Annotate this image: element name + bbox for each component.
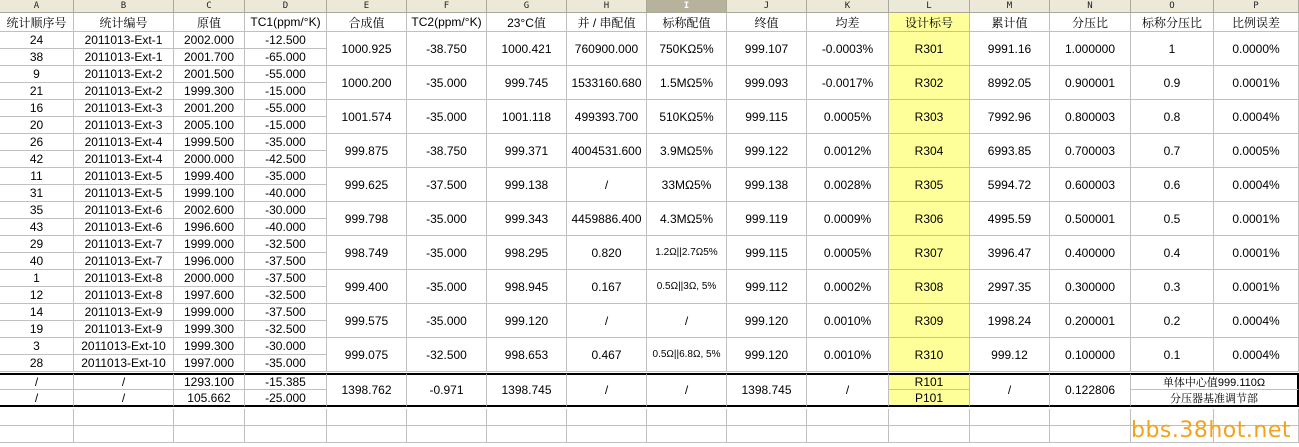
table-cell[interactable]: 2001.700	[174, 49, 245, 66]
table-cell[interactable]: 0.5Ω||6.8Ω, 5%	[647, 338, 727, 372]
table-cell[interactable]: 2001.500	[174, 66, 245, 83]
table-cell[interactable]: 2000.000	[174, 270, 245, 287]
table-cell[interactable]: 19	[0, 321, 74, 338]
table-cell[interactable]: 0.300000	[1050, 270, 1131, 304]
table-cell[interactable]: /	[74, 390, 174, 407]
table-cell[interactable]: 999.400	[327, 270, 407, 304]
empty-cell[interactable]	[407, 409, 487, 426]
table-cell[interactable]: 0.800003	[1050, 100, 1131, 134]
table-cell[interactable]: 24	[0, 32, 74, 49]
table-cell[interactable]: 2011013-Ext-10	[74, 355, 174, 372]
table-cell[interactable]: 999.138	[727, 168, 807, 202]
table-cell[interactable]: 1999.400	[174, 168, 245, 185]
table-cell[interactable]: 1997.000	[174, 355, 245, 372]
table-cell[interactable]: 0.0012%	[807, 134, 889, 168]
table-cell[interactable]: 999.745	[487, 66, 567, 100]
table-cell[interactable]: 999.119	[727, 202, 807, 236]
table-cell[interactable]: 0.500001	[1050, 202, 1131, 236]
table-cell[interactable]: -32.500	[245, 236, 327, 253]
table-cell[interactable]: 1000.421	[487, 32, 567, 66]
table-cell[interactable]: 1.5MΩ5%	[647, 66, 727, 100]
table-cell[interactable]: 1	[0, 270, 74, 287]
table-cell[interactable]: 0.0009%	[807, 202, 889, 236]
table-cell[interactable]: -40.000	[245, 219, 327, 236]
table-cell[interactable]: 510KΩ5%	[647, 100, 727, 134]
empty-cell[interactable]	[807, 409, 889, 426]
table-cell[interactable]: /	[74, 373, 174, 390]
header-cell[interactable]: TC1(ppm/°K)	[245, 13, 327, 32]
table-cell[interactable]: 0.5Ω||3Ω, 5%	[647, 270, 727, 304]
table-cell[interactable]: R305	[889, 168, 970, 202]
empty-cell[interactable]	[174, 426, 245, 443]
table-cell[interactable]: 2011013-Ext-4	[74, 151, 174, 168]
table-cell[interactable]: -35.000	[245, 134, 327, 151]
table-cell[interactable]: -32.500	[407, 338, 487, 372]
empty-cell[interactable]	[1050, 426, 1131, 443]
table-cell[interactable]: 999.625	[327, 168, 407, 202]
empty-cell[interactable]	[0, 409, 74, 426]
header-cell[interactable]: 23°C值	[487, 13, 567, 32]
table-cell[interactable]: 3996.47	[970, 236, 1050, 270]
table-cell[interactable]: R309	[889, 304, 970, 338]
table-cell[interactable]: 2011013-Ext-1	[74, 32, 174, 49]
table-cell[interactable]: 1998.24	[970, 304, 1050, 338]
table-cell[interactable]: 0.7	[1131, 134, 1214, 168]
table-cell[interactable]: 2011013-Ext-3	[74, 100, 174, 117]
table-cell[interactable]: 998.653	[487, 338, 567, 372]
table-cell[interactable]: /	[567, 373, 647, 407]
column-header-g[interactable]: G	[487, 0, 567, 13]
table-cell[interactable]: 42	[0, 151, 74, 168]
table-cell[interactable]: 1293.100	[174, 373, 245, 390]
table-cell[interactable]: 2011013-Ext-9	[74, 304, 174, 321]
table-cell[interactable]: 0.200001	[1050, 304, 1131, 338]
table-cell[interactable]: 760900.000	[567, 32, 647, 66]
table-cell[interactable]: 999.122	[727, 134, 807, 168]
table-cell[interactable]: 0.0005%	[807, 100, 889, 134]
column-header-m[interactable]: M	[970, 0, 1050, 13]
table-cell[interactable]: 2002.000	[174, 32, 245, 49]
table-cell[interactable]: 2011013-Ext-3	[74, 117, 174, 134]
table-cell[interactable]: 0.8	[1131, 100, 1214, 134]
table-cell[interactable]: R306	[889, 202, 970, 236]
column-header-j[interactable]: J	[727, 0, 807, 13]
table-cell[interactable]: 2011013-Ext-4	[74, 134, 174, 151]
table-cell[interactable]: /	[567, 168, 647, 202]
table-cell[interactable]: 1001.574	[327, 100, 407, 134]
table-cell[interactable]: 6993.85	[970, 134, 1050, 168]
table-cell[interactable]: R303	[889, 100, 970, 134]
table-cell[interactable]: 2011013-Ext-1	[74, 49, 174, 66]
table-cell[interactable]: 105.662	[174, 390, 245, 407]
table-cell[interactable]: 5994.72	[970, 168, 1050, 202]
table-cell[interactable]: 0.0004%	[1214, 168, 1299, 202]
table-cell[interactable]: 999.093	[727, 66, 807, 100]
table-cell[interactable]: 2011013-Ext-8	[74, 270, 174, 287]
table-cell[interactable]: 1398.762	[327, 373, 407, 407]
table-cell[interactable]: -30.000	[245, 202, 327, 219]
table-cell[interactable]: -0.0017%	[807, 66, 889, 100]
column-header-i[interactable]: I	[647, 0, 727, 13]
table-cell[interactable]: 1999.100	[174, 185, 245, 202]
table-cell[interactable]: 14	[0, 304, 74, 321]
table-cell[interactable]: 0.0001%	[1214, 236, 1299, 270]
table-cell[interactable]: 0.0028%	[807, 168, 889, 202]
table-cell[interactable]: R310	[889, 338, 970, 372]
header-cell[interactable]: 合成值	[327, 13, 407, 32]
column-header-l[interactable]: L	[889, 0, 970, 13]
table-cell[interactable]: P101	[889, 390, 970, 407]
table-cell[interactable]: -35.000	[407, 270, 487, 304]
table-cell[interactable]: 999.343	[487, 202, 567, 236]
table-cell[interactable]: 998.945	[487, 270, 567, 304]
header-cell[interactable]: 均差	[807, 13, 889, 32]
table-cell[interactable]: 2002.600	[174, 202, 245, 219]
column-header-b[interactable]: B	[74, 0, 174, 13]
column-header-f[interactable]: F	[407, 0, 487, 13]
empty-cell[interactable]	[327, 409, 407, 426]
empty-cell[interactable]	[74, 409, 174, 426]
table-cell[interactable]: 0.0004%	[1214, 100, 1299, 134]
column-header-h[interactable]: H	[567, 0, 647, 13]
table-cell[interactable]: 999.798	[327, 202, 407, 236]
table-cell[interactable]: 999.115	[727, 236, 807, 270]
empty-cell[interactable]	[1050, 409, 1131, 426]
table-cell[interactable]: 2011013-Ext-8	[74, 287, 174, 304]
column-header-e[interactable]: E	[327, 0, 407, 13]
table-cell[interactable]: 1533160.680	[567, 66, 647, 100]
header-cell[interactable]: 终值	[727, 13, 807, 32]
table-cell[interactable]: -38.750	[407, 32, 487, 66]
table-cell[interactable]: 0.100000	[1050, 338, 1131, 372]
table-cell[interactable]: 29	[0, 236, 74, 253]
table-cell[interactable]: 2011013-Ext-2	[74, 66, 174, 83]
table-cell[interactable]: 1996.000	[174, 253, 245, 270]
table-cell[interactable]: 999.075	[327, 338, 407, 372]
header-cell[interactable]: 标称配值	[647, 13, 727, 32]
table-cell[interactable]: 31	[0, 185, 74, 202]
header-cell[interactable]: 设计标号	[889, 13, 970, 32]
table-cell[interactable]: 4459886.400	[567, 202, 647, 236]
empty-cell[interactable]	[647, 409, 727, 426]
table-cell[interactable]: 1999.000	[174, 304, 245, 321]
empty-cell[interactable]	[970, 409, 1050, 426]
empty-cell[interactable]	[327, 426, 407, 443]
table-cell[interactable]: 2011013-Ext-5	[74, 168, 174, 185]
table-cell[interactable]: 0.0004%	[1214, 338, 1299, 372]
table-cell[interactable]: 2011013-Ext-6	[74, 202, 174, 219]
table-cell[interactable]: 2001.200	[174, 100, 245, 117]
empty-cell[interactable]	[727, 426, 807, 443]
table-cell[interactable]: 20	[0, 117, 74, 134]
table-cell[interactable]: -0.0003%	[807, 32, 889, 66]
table-cell[interactable]: -35.000	[245, 355, 327, 372]
table-cell[interactable]: 2005.100	[174, 117, 245, 134]
table-cell[interactable]: 9	[0, 66, 74, 83]
table-cell[interactable]: 2011013-Ext-5	[74, 185, 174, 202]
table-cell[interactable]: -15.000	[245, 117, 327, 134]
table-cell[interactable]: 0.0001%	[1214, 66, 1299, 100]
empty-cell[interactable]	[889, 426, 970, 443]
table-cell[interactable]: R308	[889, 270, 970, 304]
empty-cell[interactable]	[487, 409, 567, 426]
table-cell[interactable]: 16	[0, 100, 74, 117]
table-cell[interactable]: -37.500	[245, 270, 327, 287]
table-cell[interactable]: 2011013-Ext-7	[74, 253, 174, 270]
table-cell[interactable]: -35.000	[407, 304, 487, 338]
table-cell[interactable]: 0.900001	[1050, 66, 1131, 100]
table-cell[interactable]: 1398.745	[727, 373, 807, 407]
table-cell[interactable]: 0.820	[567, 236, 647, 270]
table-cell[interactable]: -35.000	[407, 202, 487, 236]
table-cell[interactable]: 1	[1131, 32, 1214, 66]
table-cell[interactable]: -35.000	[245, 168, 327, 185]
table-cell[interactable]: 2997.35	[970, 270, 1050, 304]
table-cell[interactable]: 35	[0, 202, 74, 219]
table-cell[interactable]: 0.167	[567, 270, 647, 304]
table-cell[interactable]: 0.0005%	[1214, 134, 1299, 168]
header-cell[interactable]: 原值	[174, 13, 245, 32]
table-cell[interactable]: -15.000	[245, 83, 327, 100]
table-cell[interactable]: 999.115	[727, 100, 807, 134]
table-cell[interactable]: -12.500	[245, 32, 327, 49]
column-header-k[interactable]: K	[807, 0, 889, 13]
empty-cell[interactable]	[407, 426, 487, 443]
empty-cell[interactable]	[647, 426, 727, 443]
table-cell[interactable]: 9991.16	[970, 32, 1050, 66]
table-cell[interactable]: 4004531.600	[567, 134, 647, 168]
table-cell[interactable]: R307	[889, 236, 970, 270]
table-cell[interactable]: 1001.118	[487, 100, 567, 134]
table-cell[interactable]: 1000.925	[327, 32, 407, 66]
table-cell[interactable]: R301	[889, 32, 970, 66]
table-cell[interactable]: 999.875	[327, 134, 407, 168]
table-cell[interactable]: 1999.000	[174, 236, 245, 253]
table-cell[interactable]: 1.000000	[1050, 32, 1131, 66]
empty-cell[interactable]	[727, 409, 807, 426]
table-cell[interactable]: 1000.200	[327, 66, 407, 100]
table-cell[interactable]: -37.500	[407, 168, 487, 202]
table-cell[interactable]: 2011013-Ext-7	[74, 236, 174, 253]
empty-cell[interactable]	[487, 426, 567, 443]
table-cell[interactable]: 1999.300	[174, 321, 245, 338]
table-cell[interactable]: -35.000	[407, 236, 487, 270]
column-header-d[interactable]: D	[245, 0, 327, 13]
table-cell[interactable]: -40.000	[245, 185, 327, 202]
table-cell[interactable]: 2011013-Ext-6	[74, 219, 174, 236]
empty-cell[interactable]	[245, 409, 327, 426]
table-cell[interactable]: 0.467	[567, 338, 647, 372]
header-cell[interactable]: 分压比	[1050, 13, 1131, 32]
empty-cell[interactable]	[74, 426, 174, 443]
table-cell[interactable]: -55.000	[245, 66, 327, 83]
empty-cell[interactable]	[245, 426, 327, 443]
table-cell[interactable]: -0.971	[407, 373, 487, 407]
table-cell[interactable]: 2000.000	[174, 151, 245, 168]
table-cell[interactable]: 998.749	[327, 236, 407, 270]
table-cell[interactable]: 999.12	[970, 338, 1050, 372]
table-cell[interactable]: -32.500	[245, 321, 327, 338]
table-cell[interactable]: 4995.59	[970, 202, 1050, 236]
table-cell[interactable]: 12	[0, 287, 74, 304]
table-cell[interactable]: /	[807, 373, 889, 407]
header-cell[interactable]: 统计编号	[74, 13, 174, 32]
table-cell[interactable]: 4.3MΩ5%	[647, 202, 727, 236]
column-header-p[interactable]: P	[1214, 0, 1299, 13]
table-cell[interactable]: 0.5	[1131, 202, 1214, 236]
table-cell[interactable]: -30.000	[245, 338, 327, 355]
table-cell[interactable]: /	[647, 373, 727, 407]
table-cell[interactable]: -37.500	[245, 304, 327, 321]
table-cell[interactable]: 40	[0, 253, 74, 270]
table-cell[interactable]: /	[970, 373, 1050, 407]
table-cell[interactable]: -15.385	[245, 373, 327, 390]
table-cell[interactable]: 0.0001%	[1214, 270, 1299, 304]
table-cell[interactable]: -35.000	[407, 100, 487, 134]
table-cell[interactable]: 0.0010%	[807, 338, 889, 372]
table-cell[interactable]: 33MΩ5%	[647, 168, 727, 202]
note-center-value[interactable]: 单体中心值999.110Ω	[1131, 373, 1299, 390]
table-cell[interactable]: 1999.300	[174, 338, 245, 355]
table-cell[interactable]: -25.000	[245, 390, 327, 407]
table-cell[interactable]: 3.9MΩ5%	[647, 134, 727, 168]
empty-cell[interactable]	[807, 426, 889, 443]
table-cell[interactable]: 1997.600	[174, 287, 245, 304]
table-cell[interactable]: 0.4	[1131, 236, 1214, 270]
table-cell[interactable]: 0.0001%	[1214, 202, 1299, 236]
table-cell[interactable]: 0.0002%	[807, 270, 889, 304]
table-cell[interactable]: 999.120	[727, 338, 807, 372]
table-cell[interactable]: 0.700003	[1050, 134, 1131, 168]
table-cell[interactable]: 999.107	[727, 32, 807, 66]
table-cell[interactable]: -35.000	[407, 66, 487, 100]
table-cell[interactable]: 0.400000	[1050, 236, 1131, 270]
table-cell[interactable]: 0.1	[1131, 338, 1214, 372]
table-cell[interactable]: 28	[0, 355, 74, 372]
table-cell[interactable]: /	[647, 304, 727, 338]
table-cell[interactable]: 2011013-Ext-10	[74, 338, 174, 355]
empty-cell[interactable]	[567, 426, 647, 443]
table-cell[interactable]: 750KΩ5%	[647, 32, 727, 66]
table-cell[interactable]: 0.0004%	[1214, 304, 1299, 338]
column-header-a[interactable]: A	[0, 0, 74, 13]
table-cell[interactable]: -42.500	[245, 151, 327, 168]
table-cell[interactable]: 0.600003	[1050, 168, 1131, 202]
table-cell[interactable]: /	[0, 390, 74, 407]
header-cell[interactable]: 统计顺序号	[0, 13, 74, 32]
table-cell[interactable]: 1999.300	[174, 83, 245, 100]
table-cell[interactable]: 999.112	[727, 270, 807, 304]
table-cell[interactable]: 999.120	[487, 304, 567, 338]
table-cell[interactable]: 43	[0, 219, 74, 236]
empty-cell[interactable]	[174, 409, 245, 426]
watermark: bbs.38hot.net	[1130, 418, 1291, 443]
header-cell[interactable]: 标称分压比	[1131, 13, 1214, 32]
table-cell[interactable]: 11	[0, 168, 74, 185]
table-cell[interactable]: R302	[889, 66, 970, 100]
table-cell[interactable]: -38.750	[407, 134, 487, 168]
table-cell[interactable]: 0.3	[1131, 270, 1214, 304]
table-cell[interactable]: 0.0010%	[807, 304, 889, 338]
column-header-o[interactable]: O	[1131, 0, 1214, 13]
header-cell[interactable]: 累计值	[970, 13, 1050, 32]
table-cell[interactable]: -55.000	[245, 100, 327, 117]
table-cell[interactable]: 1996.600	[174, 219, 245, 236]
header-cell[interactable]: TC2(ppm/°K)	[407, 13, 487, 32]
table-cell[interactable]: 1398.745	[487, 373, 567, 407]
note-divider-adjust[interactable]: 分压器基准调节部	[1131, 390, 1299, 407]
table-cell[interactable]: 999.575	[327, 304, 407, 338]
table-cell[interactable]: -37.500	[245, 253, 327, 270]
table-cell[interactable]: /	[0, 373, 74, 390]
table-cell[interactable]: 999.120	[727, 304, 807, 338]
empty-cell[interactable]	[0, 426, 74, 443]
empty-cell[interactable]	[567, 409, 647, 426]
empty-cell[interactable]	[970, 426, 1050, 443]
table-cell[interactable]: -32.500	[245, 287, 327, 304]
column-header-c[interactable]: C	[174, 0, 245, 13]
table-cell[interactable]: 0.0000%	[1214, 32, 1299, 66]
table-cell[interactable]: 1.2Ω||2.7Ω5%	[647, 236, 727, 270]
table-cell[interactable]: 1999.500	[174, 134, 245, 151]
table-cell[interactable]: 21	[0, 83, 74, 100]
table-cell[interactable]: 2011013-Ext-2	[74, 83, 174, 100]
table-cell[interactable]: 8992.05	[970, 66, 1050, 100]
table-cell[interactable]: 0.2	[1131, 304, 1214, 338]
table-cell[interactable]: 0.6	[1131, 168, 1214, 202]
table-cell[interactable]: R101	[889, 373, 970, 390]
header-cell[interactable]: 并 / 串配值	[567, 13, 647, 32]
empty-cell[interactable]	[889, 409, 970, 426]
table-cell[interactable]: 0.0005%	[807, 236, 889, 270]
table-cell[interactable]: 499393.700	[567, 100, 647, 134]
table-cell[interactable]: 2011013-Ext-9	[74, 321, 174, 338]
table-cell[interactable]: 3	[0, 338, 74, 355]
table-cell[interactable]: 998.295	[487, 236, 567, 270]
table-cell[interactable]: -65.000	[245, 49, 327, 66]
header-cell[interactable]: 比例误差	[1214, 13, 1299, 32]
table-cell[interactable]: 999.371	[487, 134, 567, 168]
column-header-n[interactable]: N	[1050, 0, 1131, 13]
table-cell[interactable]: R304	[889, 134, 970, 168]
table-cell[interactable]: 38	[0, 49, 74, 66]
table-cell[interactable]: /	[567, 304, 647, 338]
table-cell[interactable]: 999.138	[487, 168, 567, 202]
table-cell[interactable]: 0.122806	[1050, 373, 1131, 407]
table-cell[interactable]: 7992.96	[970, 100, 1050, 134]
table-cell[interactable]: 26	[0, 134, 74, 151]
table-cell[interactable]: 0.9	[1131, 66, 1214, 100]
